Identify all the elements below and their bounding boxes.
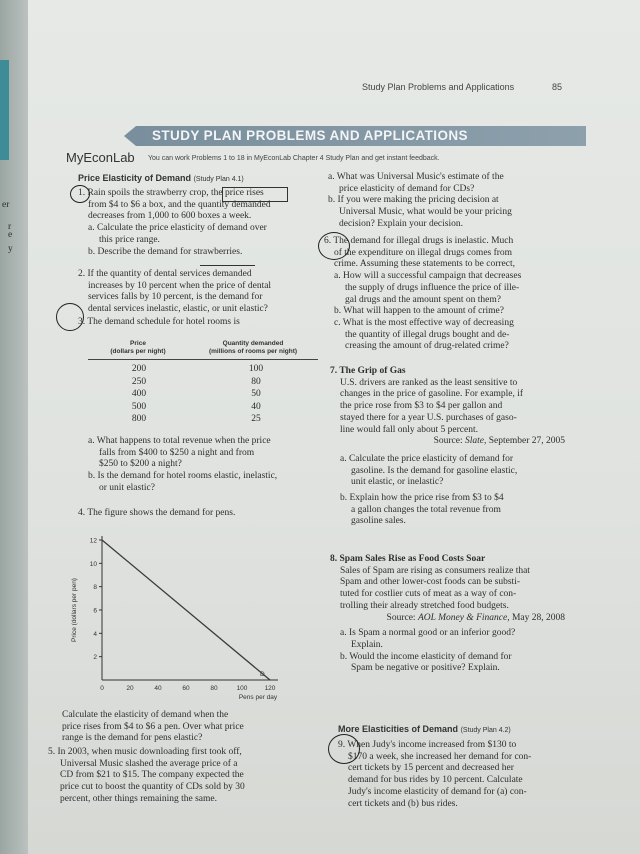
handwritten-box-mark	[222, 187, 288, 202]
header-line: (millions of rooms per night)	[208, 348, 298, 355]
text-line: the price rose from $3 to $4 per gallon and	[340, 401, 503, 412]
text-line: price elasticity of demand for CDs?	[339, 183, 475, 194]
problem-title: 7. The Grip of Gas	[330, 366, 406, 376]
x-tick-label: 120	[264, 685, 276, 692]
header-line: Price	[130, 340, 146, 347]
section-study-plan: (Study Plan 4.2)	[460, 727, 511, 734]
text-line: price rises from $4 to $6 a pen. Over what price	[62, 721, 244, 732]
pen-demand-chart	[58, 528, 308, 704]
text-line: Universal Music slashed the average price of a	[60, 758, 238, 769]
section-title-text: Price Elasticity of Demand	[78, 173, 192, 183]
textbook-page	[28, 0, 640, 854]
text-line: unit elastic, or inelastic?	[351, 477, 444, 488]
table-cell: 80	[251, 376, 261, 387]
handwritten-circle-mark	[56, 303, 84, 331]
margin-glyph: e	[8, 230, 13, 240]
text-line: Spam and other lower-cost foods can be substi-	[340, 577, 521, 588]
handwritten-check-mark	[70, 185, 90, 203]
text-line: gasoline. Is the demand for gasoline elastic,	[351, 465, 518, 476]
text-line: of the expenditure on illegal drugs comes from	[334, 247, 513, 258]
table-cell: 500	[131, 401, 147, 412]
text-line: $170 a week, she increased her demand for con-	[348, 751, 532, 762]
text-line: 2. If the quantity of dental services demanded	[78, 269, 252, 279]
table-cell: 800	[131, 414, 147, 424]
series-label: D	[260, 671, 265, 678]
text-line: this price range.	[99, 234, 160, 245]
text-line: b. Is the demand for hotel rooms elastic, inelastic,	[88, 471, 278, 482]
source-line	[330, 613, 585, 625]
text-line: decision? Explain your decision.	[339, 218, 463, 229]
text-line: changes in the price of gasoline. For example, if	[340, 389, 524, 400]
source-prefix: Source:	[386, 612, 418, 623]
problem-7	[330, 366, 585, 528]
source-date: , May 28, 2008	[507, 612, 565, 623]
text-line: Universal Music, what would be your pricing	[339, 207, 512, 218]
margin-glyph: er	[2, 200, 10, 210]
text-line: b. Would the income elasticity of demand for	[340, 651, 512, 662]
text-line: CD from $21 to $15. The company expected the	[60, 770, 244, 781]
x-tick-label: 60	[182, 685, 190, 692]
myeconlab-brand: MyEconLab	[66, 150, 135, 165]
table-row	[88, 376, 322, 389]
text-line: Explain.	[351, 639, 383, 650]
text-line: gasoline sales.	[351, 516, 406, 527]
source-publication: AOL Money & Finance	[417, 612, 508, 623]
text-line: line would fall only about 5 percent.	[340, 424, 478, 435]
text-line: decreases from 1,000 to 600 boxes a week.	[88, 211, 252, 222]
problem-5-continued	[328, 172, 578, 231]
problem-8	[330, 554, 585, 675]
text-line: percent, other things remaining the same.	[60, 793, 217, 804]
table-row	[88, 363, 322, 376]
text-line: 9. When Judy's income increased from $130 to	[338, 740, 517, 750]
demand-schedule-table	[88, 340, 328, 426]
text-line: stayed there for a year U.S. purchases of gaso-	[340, 412, 517, 423]
text-line: b. Describe the demand for strawberries.	[88, 246, 243, 257]
text-line: dental services inelastic, elastic, or unit elastic?	[88, 304, 268, 315]
x-tick-label: 20	[126, 685, 134, 692]
x-tick-label: 80	[210, 685, 218, 692]
text-line: a. What was Universal Music's estimate of the	[328, 172, 504, 182]
text-line: cert tickets by 15 percent and decreased her	[348, 763, 514, 774]
text-line: a. Is Spam a normal good or an inferior good?	[340, 628, 516, 639]
text-line: demand for bus rides by 10 percent. Calculate	[348, 775, 523, 786]
y-tick-label: 4	[93, 630, 97, 638]
text-line: $250 to $200 a night?	[99, 459, 182, 470]
margin-glyph: y	[8, 244, 13, 254]
column-header-price	[88, 340, 188, 356]
y-tick-label: 12	[89, 537, 97, 545]
text-line: a. What happens to total revenue when the price	[88, 436, 271, 446]
text-line: 4. The figure shows the demand for pens.	[78, 508, 236, 518]
demand-curve-line	[102, 540, 270, 680]
handwritten-circle-mark	[328, 734, 360, 764]
text-line: Sales of Spam are rising as consumers realize that	[340, 565, 530, 576]
text-line: 1. Rain spoils the strawberry crop, the price rises	[78, 188, 264, 198]
problem-title: 8. Spam Sales Rise as Food Costs Soar	[330, 554, 486, 564]
text-line: b. Explain how the price rise from $3 to $4	[340, 493, 504, 504]
table-row	[88, 388, 322, 401]
problem-9	[338, 740, 588, 810]
y-tick-label: 2	[93, 654, 97, 662]
problem-3-questions	[78, 436, 328, 495]
text-line: tuted for costlier cuts of meat as a way of con-	[340, 589, 517, 600]
text-line: falls from $400 to $250 a night and from	[99, 447, 255, 458]
y-tick-label: 8	[93, 584, 97, 592]
text-line: 3. The demand schedule for hotel rooms is	[78, 317, 240, 327]
text-line: creasing the amount of drug-related crime?	[345, 341, 509, 352]
text-line: U.S. drivers are ranked as the least sensitive to	[340, 377, 518, 388]
source-publication: Slate	[464, 436, 484, 447]
text-line: cert tickets and (b) bus rides.	[348, 798, 458, 809]
text-line: Calculate the elasticity of demand when the	[62, 710, 229, 720]
y-axis-label: Price (dollars per pen)	[71, 578, 78, 642]
text-line: crime. Assuming these statements to be correct,	[334, 259, 515, 270]
adjacent-page-edge	[0, 60, 9, 160]
table-cell: 400	[131, 389, 147, 399]
section-title-text: More Elasticities of Demand	[338, 724, 459, 734]
source-date: , September 27, 2005	[483, 436, 565, 447]
schedule-rows	[88, 363, 322, 426]
text-line: increases by 10 percent when the price of dental	[88, 280, 272, 291]
handwritten-underline-mark	[200, 265, 255, 266]
problem-3	[78, 317, 323, 329]
text-line: gal drugs and the amount spent on them?	[345, 294, 501, 305]
problem-6	[324, 236, 584, 353]
problem-2	[78, 269, 323, 316]
margin-glyph: r	[8, 222, 12, 232]
section-title	[78, 173, 244, 183]
y-tick-label: 6	[93, 607, 97, 615]
text-line: range is the demand for pens elastic?	[62, 733, 203, 744]
y-tick-label: 10	[89, 560, 97, 568]
text-line: from $4 to $6 a box, and the quantity demanded	[88, 199, 271, 210]
problem-4-question	[62, 710, 322, 745]
column-header-quantity	[188, 340, 318, 356]
myeconlab-note: You can work Problems 1 to 18 in MyEconLab Chapter 4 Study Plan and get instant feedback.	[148, 155, 440, 162]
table-cell: 200	[131, 364, 147, 374]
text-line: or unit elastic?	[99, 482, 155, 493]
text-line: Spam be negative or positive? Explain.	[351, 663, 500, 674]
text-line: the supply of drugs influence the price of ille-	[345, 282, 520, 293]
table-cell: 40	[251, 401, 261, 412]
source-prefix: Source:	[433, 436, 465, 447]
handwritten-circle-mark	[318, 232, 350, 260]
text-line: price cut to boost the quantity of CDs sold by 30	[60, 782, 245, 793]
text-line: the quantity of illegal drugs bought and de-	[345, 329, 510, 340]
table-cell: 100	[248, 364, 264, 375]
table-row	[88, 401, 322, 414]
text-line: a. Calculate the price elasticity of demand over	[88, 223, 267, 234]
text-line: a gallon changes the total revenue from	[351, 504, 501, 515]
text-line: services falls by 10 percent, is the demand for	[88, 292, 263, 303]
text-line: b. If you were making the pricing decision at	[328, 195, 499, 206]
x-tick-label: 0	[100, 685, 104, 692]
header-line: (dollars per night)	[110, 348, 166, 355]
problem-5	[48, 747, 323, 806]
section-study-plan: (Study Plan 4.1)	[193, 176, 244, 183]
text-line: a. Calculate the price elasticity of demand for	[340, 453, 514, 464]
table-cell: 250	[131, 376, 147, 387]
text-line: 6. The demand for illegal drugs is inelastic. Much	[324, 236, 514, 246]
text-line: trolling their already stretched food budgets.	[340, 600, 509, 611]
x-tick-label: 40	[154, 685, 162, 692]
banner-title: STUDY PLAN PROBLEMS AND APPLICATIONS	[152, 128, 468, 143]
banner-arrow-icon	[124, 126, 136, 146]
page-number: 85	[552, 82, 563, 92]
table-row	[88, 413, 322, 426]
text-line: b. What will happen to the amount of crime?	[334, 306, 504, 317]
table-cell: 50	[251, 389, 261, 400]
text-line: 5. In 2003, when music downloading first took off,	[48, 747, 242, 757]
running-head: Study Plan Problems and Applications	[362, 82, 515, 92]
x-axis-label: Pens per day	[238, 694, 278, 701]
source-line	[330, 436, 585, 448]
problem-4	[78, 508, 328, 520]
text-line: Judy's income elasticity of demand for (a) con-	[348, 786, 527, 797]
x-tick-label: 100	[236, 685, 248, 692]
header-line: Quantity demanded	[222, 340, 284, 347]
text-line: c. What is the most effective way of decreasing	[334, 317, 514, 328]
text-line: a. How will a successful campaign that decreases	[334, 271, 522, 282]
table-cell: 25	[251, 414, 261, 425]
section-title	[338, 724, 511, 734]
